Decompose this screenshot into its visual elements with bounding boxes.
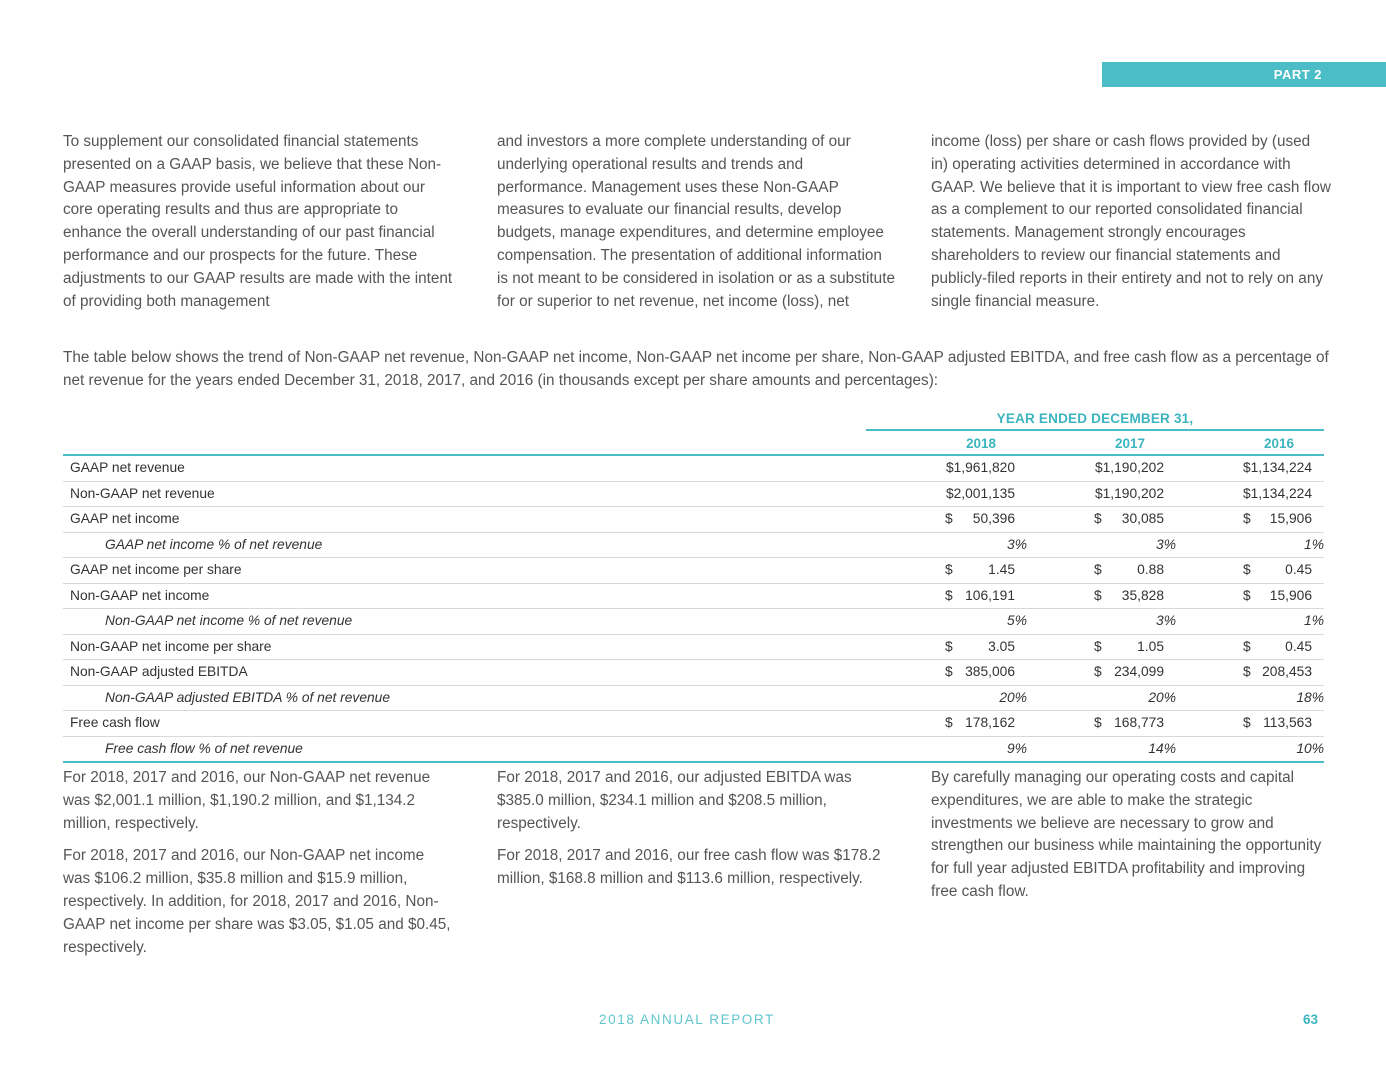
cell-value-2018: 178,162 — [965, 715, 1015, 730]
intro-paragraph-1: To supplement our consolidated financial statements presented on a GAAP basis, we believe that these Non-GAAP measures provide useful information about our core operating results and thus are appropriate to enhance the overall understanding of our past financial performance and our prospects for the future. These adjustments to our GAAP results are made with the intent of providing both management — [63, 133, 453, 310]
summary-net-revenue: For 2018, 2017 and 2016, our Non-GAAP net revenue was $2,001.1 million, $1,190.2 million, and $1,134.2 million, respectively. — [63, 769, 431, 832]
page-number: 63 — [1303, 1012, 1319, 1027]
cell-value-2018: 5% — [1007, 613, 1027, 628]
row-label: Non-GAAP adjusted EBITDA — [70, 664, 248, 679]
currency-symbol: $ — [1243, 638, 1251, 654]
year-2017-header: 2017 — [1115, 436, 1146, 451]
summary-column-3 — [931, 767, 1331, 904]
intro-column-2 — [497, 131, 897, 313]
currency-symbol: $ — [945, 664, 953, 679]
row-label: Non-GAAP net revenue — [70, 485, 215, 501]
summary-adjusted-ebitda: For 2018, 2017 and 2016, our adjusted EBITDA was $385.0 million, $234.1 million and $208.5 million, respectively. — [497, 769, 852, 832]
cell-value-2018: 106,191 — [965, 587, 1015, 603]
cell-value-2018: $1,961,820 — [945, 460, 1015, 475]
cell-value-2016: 18% — [1296, 689, 1324, 705]
cell-value-2016: 113,563 — [1263, 715, 1312, 730]
page-footer — [0, 1012, 1386, 1032]
table-row — [63, 660, 1324, 686]
currency-symbol: $ — [1094, 664, 1102, 679]
summary-net-income: For 2018, 2017 and 2016, our Non-GAAP net income was $106.2 million, $35.8 million and $15.9 million, respectively. In addition, for 2018, 2017 and 2016, Non-GAAP net income per share was $3.05, $1.05 and $0.45, respectively. — [63, 847, 451, 956]
table-row — [63, 737, 1324, 764]
year-header-row — [63, 433, 1324, 456]
cell-value-2016: $1,134,224 — [1242, 485, 1312, 501]
table-body — [63, 456, 1324, 763]
currency-symbol: $ — [1243, 664, 1251, 679]
currency-symbol: $ — [945, 511, 953, 526]
row-label: GAAP net revenue — [70, 460, 185, 475]
summary-strategy: By carefully managing our operating costs and capital expenditures, we are able to make the strategic investments we believe are necessary to grow and strengthen our business while maintaining the opportunity for full year adjusted EBITDA profitability and improving free cash flow. — [931, 769, 1322, 900]
row-label: Free cash flow % of net revenue — [105, 740, 303, 756]
cell-value-2016: 1% — [1304, 536, 1324, 552]
row-label: GAAP net income per share — [70, 562, 242, 577]
intro-paragraph-2: and investors a more complete understanding of our underlying operational results and trends and performance. Management uses these Non-GAAP measures to evaluate our financial results, develop budgets, manage expenditures, and determine employee compensation. The presentation of additional information is not meant to be considered in isolation or as a substitute for or superior to net revenue, net income (loss), net — [497, 133, 895, 310]
cell-value-2018: 3% — [1007, 536, 1027, 552]
cell-value-2018: 20% — [999, 689, 1027, 705]
cell-value-2017: 20% — [1148, 689, 1176, 705]
summary-column-1 — [63, 767, 455, 969]
row-label: Free cash flow — [70, 715, 160, 730]
summary-column-2 — [497, 767, 897, 901]
currency-symbol: $ — [1094, 715, 1102, 730]
cell-value-2017: 168,773 — [1114, 715, 1164, 730]
cell-value-2018: 3.05 — [988, 638, 1015, 654]
cell-value-2018: 9% — [1007, 740, 1027, 756]
intro-column-3 — [931, 131, 1331, 313]
intro-paragraph-3: income (loss) per share or cash flows provided by (used in) operating activities determined in accordance with GAAP. We believe that it is important to view free cash flow as a complement to our reported consolidated financial statements. Management strongly encourages shareholders to review our financial statements and publicly-filed reports in their entirety and not to rely on any single financial measure. — [931, 133, 1331, 310]
currency-symbol: $ — [1094, 511, 1102, 526]
cell-value-2017: $1,190,202 — [1094, 460, 1164, 475]
currency-symbol: $ — [945, 562, 953, 577]
cell-value-2018: 385,006 — [965, 664, 1015, 679]
year-group-header: YEAR ENDED DECEMBER 31, — [866, 409, 1324, 431]
row-label: GAAP net income — [70, 511, 180, 526]
cell-value-2016: $1,134,224 — [1242, 460, 1312, 475]
cell-value-2018: 1.45 — [988, 562, 1015, 577]
cell-value-2017: 0.88 — [1137, 562, 1164, 577]
report-title: 2018 ANNUAL REPORT — [599, 1012, 775, 1027]
year-2018-header: 2018 — [966, 436, 997, 451]
table-row — [63, 507, 1324, 533]
currency-symbol: $ — [945, 638, 953, 654]
currency-symbol: $ — [945, 587, 953, 603]
row-label: Non-GAAP net income — [70, 587, 210, 603]
table-row — [63, 711, 1324, 737]
table-row — [63, 558, 1324, 584]
cell-value-2016: 0.45 — [1285, 562, 1312, 577]
cell-value-2016: 15,906 — [1269, 587, 1312, 603]
part-label: PART 2 — [1102, 62, 1386, 87]
currency-symbol: $ — [1094, 562, 1102, 577]
cell-value-2017: 3% — [1156, 536, 1176, 552]
cell-value-2016: 15,906 — [1269, 511, 1312, 526]
currency-symbol: $ — [1243, 511, 1251, 526]
intro-column-1 — [63, 131, 455, 313]
cell-value-2017: $1,190,202 — [1094, 485, 1164, 501]
summary-free-cash-flow: For 2018, 2017 and 2016, our free cash flow was $178.2 million, $168.8 million and $113.6 million, respectively. — [497, 847, 881, 888]
table-row — [63, 482, 1324, 508]
table-row — [63, 609, 1324, 635]
cell-value-2017: 30,085 — [1121, 511, 1164, 526]
year-2016-header: 2016 — [1264, 436, 1295, 451]
row-label: Non-GAAP adjusted EBITDA % of net revenue — [105, 689, 391, 705]
cell-value-2017: 14% — [1148, 740, 1176, 756]
table-row — [63, 584, 1324, 610]
row-label: Non-GAAP net income per share — [70, 638, 272, 654]
cell-value-2017: 35,828 — [1121, 587, 1164, 603]
cell-value-2016: 1% — [1304, 613, 1324, 628]
currency-symbol: $ — [1094, 587, 1102, 603]
currency-symbol: $ — [1243, 562, 1251, 577]
table-row — [63, 686, 1324, 712]
cell-value-2016: 0.45 — [1285, 638, 1312, 654]
table-row — [63, 456, 1324, 482]
currency-symbol: $ — [1243, 715, 1251, 730]
cell-value-2017: 234,099 — [1114, 664, 1164, 679]
cell-value-2017: 3% — [1156, 613, 1176, 628]
cell-value-2018: $2,001,135 — [945, 485, 1015, 501]
cell-value-2016: 10% — [1296, 740, 1324, 756]
table-row — [63, 533, 1324, 559]
currency-symbol: $ — [945, 715, 953, 730]
table-lead-paragraph: The table below shows the trend of Non-GAAP net revenue, Non-GAAP net income, Non-GAAP net income per share, Non-GAAP adjusted EBITDA, and free cash flow as a percentage of net revenue for the years ended December 31, 2018, 2017, and 2016 (in thousands except per share amounts and percentages): — [63, 349, 1329, 389]
row-label: GAAP net income % of net revenue — [105, 536, 323, 552]
table-row — [63, 635, 1324, 661]
cell-value-2018: 50,396 — [972, 511, 1015, 526]
cell-value-2017: 1.05 — [1137, 638, 1164, 654]
row-label: Non-GAAP net income % of net revenue — [105, 613, 353, 628]
cell-value-2016: 208,453 — [1262, 664, 1312, 679]
currency-symbol: $ — [1243, 587, 1251, 603]
currency-symbol: $ — [1094, 638, 1102, 654]
